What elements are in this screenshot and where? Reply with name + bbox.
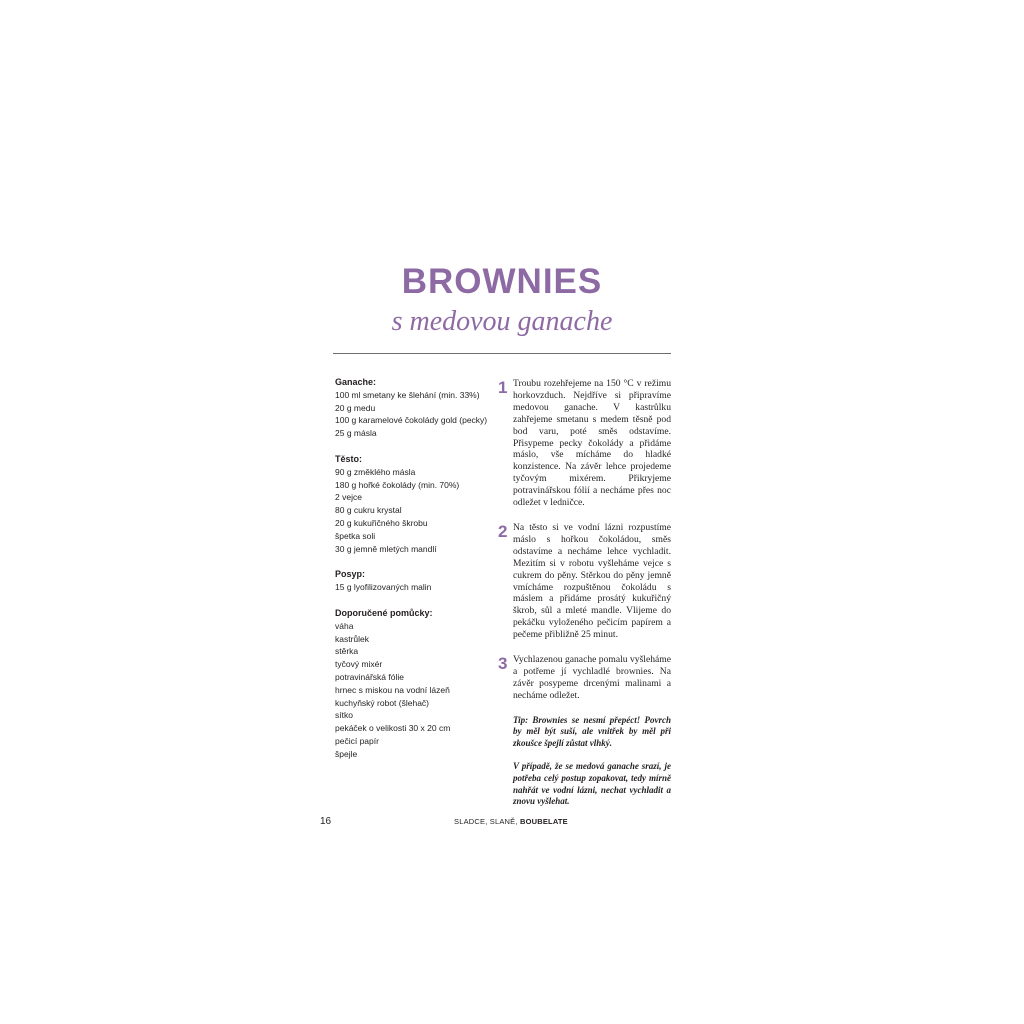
ingredients-section-tools — [335, 607, 485, 761]
ingredient-item: 20 g medu — [335, 402, 376, 413]
tool-item: váha — [335, 620, 354, 631]
tool-item: sítko — [335, 710, 353, 721]
tool-item: tyčový mixér — [335, 659, 383, 670]
ingredients-section-ganache — [335, 376, 488, 440]
ingredients-section-topping — [335, 568, 485, 594]
recipe-subtitle: s medovou ganache — [391, 306, 613, 337]
ingredient-item: 25 g másla — [335, 428, 377, 439]
ingredient-item: 30 g jemně mletých mandlí — [335, 543, 437, 554]
tool-item: pekáček o velikosti 30 x 20 cm — [335, 723, 451, 734]
section-heading: Posyp: — [335, 569, 366, 580]
ingredient-item: 180 g hořké čokolády (min. 70%) — [335, 479, 460, 490]
ingredient-item: 20 g kukuřičného škrobu — [335, 517, 428, 528]
ingredient-item: 15 g lyofilizovaných malin — [335, 582, 432, 593]
tool-item: kuchyňský robot (šlehač) — [335, 697, 430, 708]
ingredients-column — [335, 376, 488, 774]
step-number: 1 — [498, 378, 508, 397]
ingredient-item: 2 vejce — [335, 492, 362, 503]
step-text: Vychlazenou ganache pomalu vyšleháme a potřeme jí vychladlé brownies. Na závěr posypeme drcenými malinami a necháme odležet. — [513, 654, 671, 701]
tool-item: potravinářská fólie — [335, 671, 404, 682]
tool-item: pečicí papír — [335, 735, 379, 746]
ingredient-item: špetka soli — [335, 530, 376, 541]
section-heading: Doporučené pomůcky: — [335, 607, 433, 618]
recipe-step — [498, 654, 671, 702]
recipe-step — [498, 522, 671, 641]
page-number: 16 — [320, 816, 332, 827]
ingredient-item: 100 g karamelové čokolády gold (pecky) — [335, 415, 488, 426]
tool-item: stěrka — [335, 646, 359, 657]
ingredient-item: 80 g cukru krystal — [335, 505, 402, 516]
step-text: Troubu rozehřejeme na 150 °C v režimu horkovzduch. Nejdříve si připravíme medovou ganache. V kastrůlku zahřejeme smetanu s medem těsně pod bod varu, poté směs odstavíme. Přisypeme pecky čokolády a přidáme máslo, vše mícháme do hladké konzistence. Na závěr lehce projedeme tyčovým mixérem. Přikryjeme potravinářskou fólií a necháme přes noc odležet v ledničce. — [513, 378, 671, 509]
tool-item: hrnec s miskou na vodní lázeň — [335, 684, 450, 695]
section-heading: Ganache: — [335, 377, 377, 387]
footer-prefix: SLADCE, SLANĚ, — [454, 817, 520, 826]
recipe-step — [498, 378, 671, 509]
instructions-column — [498, 378, 671, 820]
step-text: Na těsto si ve vodní lázni rozpustíme máslo s hořkou čokoládou, směs odstavíme a necháme lehce vychladit. Mezitím si v robotu vyšleháme vejce s cukrem do pěny. Stěrkou do pěny jemně vmícháme rozpuštěnou čokoládu s máslem a přidáme prosátý kukuřičný škrob, sůl a mleté mandle. Vlijeme do pekáčku vyloženého pečicím papírem a pečeme přibližně 25 minut. — [513, 521, 671, 641]
tool-item: špejle — [335, 748, 358, 759]
tip-note: V případě, že se medová ganache srazí, je potřeba celý postup zopakovat, tedy mírně nahřát ve vodní lázni, nechat vychladit a znovu vyšlehat. — [513, 761, 671, 807]
step-number: 2 — [498, 521, 508, 541]
recipe-title: BROWNIES — [401, 262, 603, 301]
step-number: 3 — [498, 654, 508, 674]
ingredient-item: 90 g změklého másla — [335, 466, 416, 477]
tip-note: Tip: Brownies se nesmí přepéct! Povrch by měl být suší, ale vnitřek by měl při zkoušce špejlí zůstat vlhký. — [513, 714, 671, 748]
title-divider — [333, 353, 671, 354]
ingredients-section-dough — [335, 453, 485, 555]
section-heading: Těsto: — [335, 453, 362, 464]
ingredient-item: 100 ml smetany ke šlehání (min. 33%) — [335, 389, 480, 400]
tool-item: kastrůlek — [335, 633, 370, 644]
running-footer — [454, 817, 568, 826]
footer-bold: BOUBELATE — [519, 817, 568, 826]
